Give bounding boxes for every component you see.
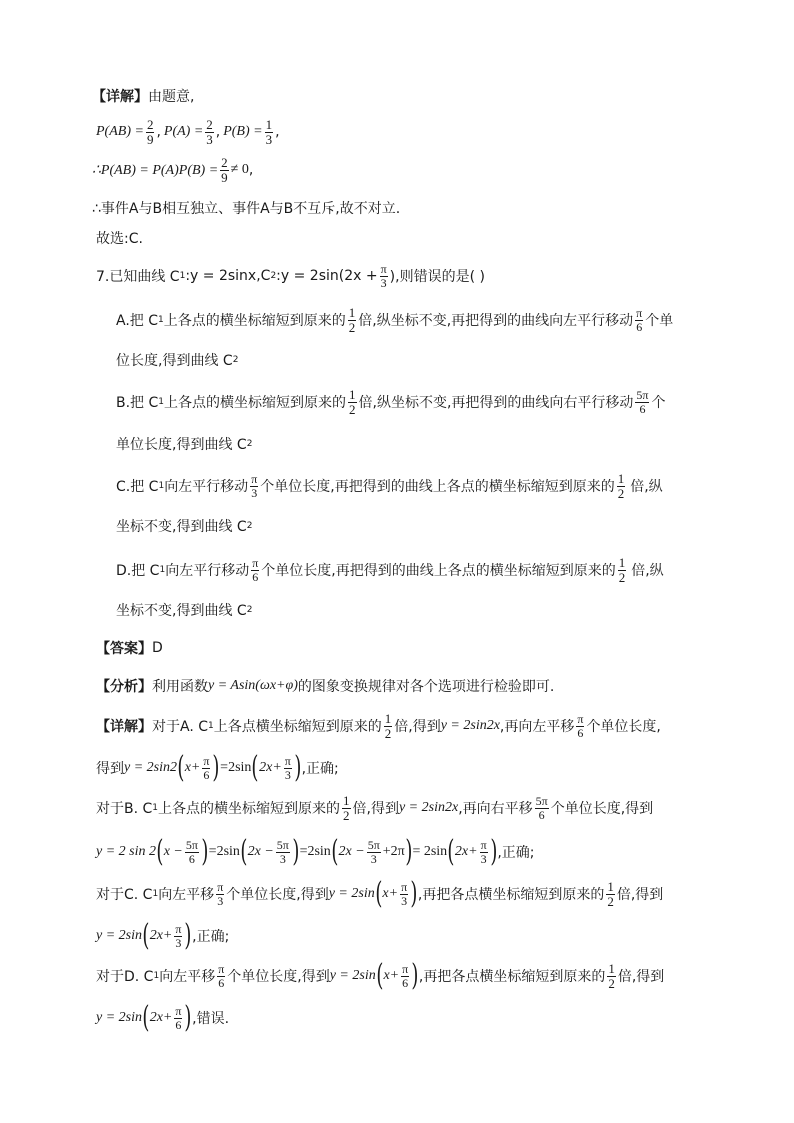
- fraction: 1 2: [618, 554, 626, 585]
- fraction: $\frac{5\pi}{3}$: [367, 837, 380, 866]
- fraction: $\frac{\pi}{3}$: [401, 879, 408, 908]
- option-a-line2: 位长度,得到曲线 C 2: [116, 353, 239, 369]
- fraction: $\frac{\pi}{3}$: [380, 261, 387, 290]
- detail-tag: 【详解】: [96, 719, 152, 735]
- fraction: π 6: [252, 555, 259, 584]
- analysis-tag: 【分析】: [96, 679, 152, 695]
- fraction: 5π 6: [535, 793, 548, 822]
- fraction: $\frac{\pi}{6}$: [175, 1003, 182, 1032]
- fraction: 1 2: [608, 960, 615, 991]
- detail-b-line1: 对于B. C 1 上各点的横坐标缩短到原来的 1 2 倍,得到 y = 2sin2x ,再向右平移 5π 6 个单位长度,得到: [96, 792, 654, 823]
- fraction: π 3: [251, 471, 258, 500]
- fraction: $\frac{\pi}{6}$: [203, 753, 210, 782]
- fraction: $\frac{\pi}{3}$: [480, 837, 487, 866]
- fraction: 5π 6: [636, 387, 649, 416]
- detail-b-line2: y = 2 sin 2 ( x − $\frac{5\pi}{6}$ ) =2sin ( 2x − $\frac{5\pi}{3}$ ) =2sin ( 2x − $\frac{5\pi}{3}$ +2π ) = 2sin ( 2x+ $\frac{\pi}{3}$ ) ,正确;: [96, 834, 535, 869]
- detail-tag: 【详解】: [92, 89, 148, 105]
- fraction: $\frac{5\pi}{6}$: [185, 837, 198, 866]
- fraction: 1 2: [607, 878, 614, 909]
- fraction: π 6: [577, 711, 584, 740]
- detail-c-line1: 对于C. C 1 向左平移 π 3 个单位长度,得到 y = 2sin ( x+ $\frac{\pi}{3}$ ) ,再把各点横坐标缩短到原来的 1 2 倍,得到: [96, 876, 664, 911]
- fraction: $\frac{\pi}{3}$: [175, 921, 182, 950]
- option-d-line1: D.把 C 1 向左平行移动 π 6 个单位长度,再把得到的曲线上各点的横坐标缩短到原来的 1 2 倍,纵: [116, 554, 664, 585]
- detail-a-line1: 【详解】 对于A. C 1 上各点横坐标缩短到原来的 1 2 倍,得到 y = 2sin2x ,再向左平移 π 6 个单位长度,: [96, 710, 661, 741]
- fraction: 1 2: [348, 304, 356, 335]
- fraction: $\frac{2}{9}$: [221, 154, 228, 185]
- option-d-line2: 坐标不变,得到曲线 C 2: [116, 603, 253, 619]
- option-c-line2: 坐标不变,得到曲线 C 2: [116, 519, 253, 535]
- fraction: π 6: [218, 961, 225, 990]
- fraction: $\frac{\pi}{6}$: [402, 961, 409, 990]
- detail-a-line2: 得到 y = 2sin2 ( x+ $\frac{\pi}{6}$ ) =2sin ( 2x+ $\frac{\pi}{3}$ ) ,正确;: [96, 750, 339, 785]
- fraction: $\frac{2}{3}$: [206, 116, 213, 147]
- fraction: π 6: [636, 305, 643, 334]
- fraction: 1 2: [349, 386, 356, 417]
- fraction: π 3: [217, 879, 224, 908]
- option-c-line1: C.把 C 1 向左平行移动 π 3 个单位长度,再把得到的曲线上各点的横坐标缩短到原来的 1 2 倍,纵: [116, 470, 663, 501]
- fraction: $\frac{\pi}{3}$: [284, 753, 291, 782]
- q7-stem: 7.已知曲线 C 1 :y = 2sinx,C 2 :y = 2sin(2x + $\frac{\pi}{3}$ ),则错误的是( ): [96, 261, 485, 290]
- fraction: $\frac{5\pi}{3}$: [276, 837, 289, 866]
- fraction: 1 2: [384, 710, 392, 741]
- fraction: $\frac{1}{3}$: [265, 116, 273, 147]
- prev-product-line: ∴P(AB) = P(A)P(B) = $\frac{2}{9}$ ≠ 0 ,: [92, 154, 254, 185]
- answer-line: 【答案】 D: [96, 640, 163, 657]
- option-a-line1: A.把 C 1 上各点的横坐标缩短到原来的 1 2 倍,纵坐标不变,再把得到的曲线向左平行移动 π 6 个单: [116, 304, 674, 335]
- detail-d-line1: 对于D. C 1 向左平移 π 6 个单位长度,得到 y = 2sin ( x+ $\frac{\pi}{6}$ ) ,再把各点横坐标缩短到原来的 1 2 倍,得到: [96, 958, 665, 993]
- detail-d-line2: y = 2sin ( 2x+ $\frac{\pi}{6}$ ) ,错误.: [96, 1000, 230, 1035]
- prev-detail-intro: 【详解】 由题意,: [92, 76, 194, 116]
- prev-conclusion: ∴事件A与B相互独立、事件A与B不互斥,故不对立.: [92, 201, 401, 217]
- detail-c-line2: y = 2sin ( 2x+ $\frac{\pi}{3}$ ) ,正确;: [96, 918, 230, 953]
- analysis-line: 【分析】 利用函数 y = Asin(ωx+φ) 的图象变换规律对各个选项进行检验即可.: [96, 678, 555, 695]
- prev-choice: 故选:C.: [96, 231, 143, 247]
- answer-tag: 【答案】: [96, 641, 152, 657]
- fraction: 1 2: [343, 792, 350, 823]
- option-b-line1: B.把 C 1 上各点的横坐标缩短到原来的 1 2 倍,纵坐标不变,再把得到的曲线向右平行移动 5π 6 个: [116, 386, 666, 417]
- fraction: 1 2: [617, 470, 625, 501]
- option-b-line2: 单位长度,得到曲线 C 2: [116, 437, 253, 453]
- prev-probabilities: P(AB) = $\frac{2}{9}$ , P(A) = $\frac{2}{3}$ , P(B) = $\frac{1}{3}$ ,: [96, 116, 280, 147]
- fraction: $\frac{2}{9}$: [146, 116, 154, 147]
